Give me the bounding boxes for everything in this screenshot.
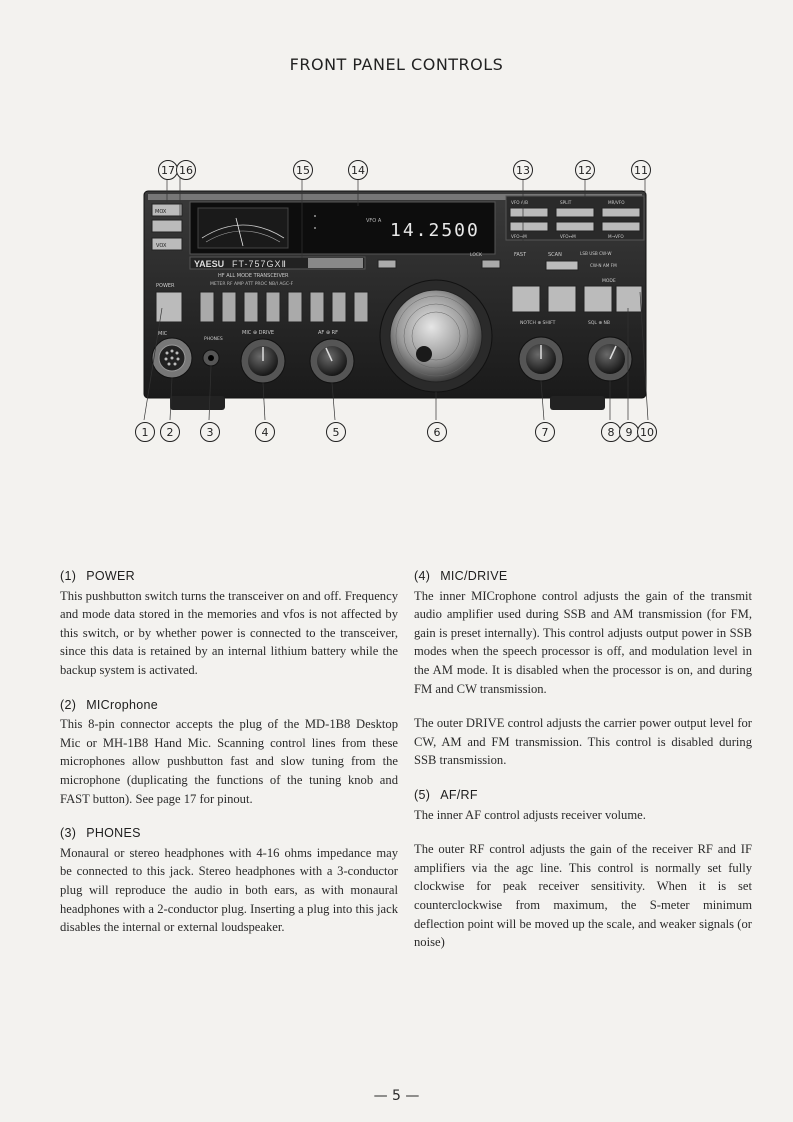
paragraph: The outer RF control adjusts the gain of the receiver RF and IF amplifiers via the agc line. This control is normally set fully clockwise for peak receiver sensitivity. When it is set counterclockwise from maximum, the S-meter minimum deflection point will be moved up the scale, and weaker signals (or noise): [414, 842, 752, 950]
front-panel-figure: [140, 158, 654, 450]
section-number: (3): [60, 826, 77, 841]
paragraph: This 8-pin connector accepts the plug of the MD-1B8 Desktop Mic or MH-1B8 Hand Mic. Scanning control lines from these microphones allow pushbutton fast and slow tuning from the microphone (duplicating the functions of the tuning knob and FAST button). See page 17 for pinout.: [60, 717, 398, 806]
section-title: AF/RF: [440, 787, 478, 802]
paragraph: This pushbutton switch turns the transceiver on and off. Frequency and mode data stored in the memories and vfos is not affected by this switch, or by whether power is connected to the transceiver, since this data is retained by an internal lithium battery while the backup system is activated.: [60, 588, 398, 677]
frequency-display: 14.2500: [390, 220, 480, 241]
mic-drive-label: MIC ⊕ DRIVE: [242, 330, 275, 336]
callout-15: 15: [293, 160, 313, 180]
section-af-rf: [414, 786, 752, 952]
subtitle-label: HF ALL MODE TRANSCEIVER: [218, 273, 289, 279]
section-number: (4): [414, 569, 431, 583]
section-number: (2): [60, 697, 77, 712]
section-title: POWER: [86, 569, 135, 583]
model-label: FT-757GXⅡ: [232, 259, 287, 269]
vfo-m-label: VFO→M: [511, 234, 527, 239]
callout-5: 5: [326, 422, 346, 442]
page-title: FRONT PANEL CONTROLS: [289, 55, 504, 74]
lock-label: LOCK: [470, 253, 482, 258]
mode-row1-label: LSB USB CW-W: [580, 251, 612, 256]
callout-2: 2: [160, 422, 180, 442]
callout-11: 11: [631, 160, 651, 180]
callout-1: 1: [135, 422, 155, 442]
scan-label: SCAN: [548, 252, 562, 258]
paragraph: The inner AF control adjusts receiver volume.: [414, 807, 646, 822]
section-title: MICrophone: [86, 697, 158, 712]
callout-8: 8: [601, 422, 621, 442]
af-rf-label: AF ⊕ RF: [318, 330, 339, 336]
vox-label: VOX: [156, 243, 167, 249]
callout-6: 6: [427, 422, 447, 442]
section-heading: [60, 567, 398, 586]
mic-label: MIC: [158, 331, 168, 337]
callout-17: 17: [158, 160, 178, 180]
callout-9: 9: [619, 422, 639, 442]
svg-text:VFO A: VFO A: [366, 218, 382, 224]
right-column: [414, 567, 752, 968]
paragraph: The inner MICrophone control adjusts the gain of the transmit audio amplifier used during SSB and AM transmission (for FM, gain is preset internally). This control adjusts output power in SSB modes when the speech processor is off, and modulation level in the AM mode. It is disabled when the processor is on, and during FM and CW transmission.: [414, 588, 752, 696]
callout-3: 3: [200, 422, 220, 442]
section-microphone: [60, 696, 398, 809]
vfo-ab-label: VFO A/B: [511, 200, 529, 205]
mox-label: MOX: [155, 209, 167, 215]
section-title: PHONES: [86, 826, 141, 841]
brand-label: YAESU: [194, 259, 225, 269]
callout-10: 10: [637, 422, 657, 442]
paragraph: Monaural or stereo headphones with 4-16 ohms impedance may be connected to this jack. Stereo headphones with a 3-conductor plug will reproduce the audio in both ears, as with monaural headphones with a 2-conductor plug. Inserting a plug into this jack disables the internal or external loudspeaker.: [60, 845, 398, 935]
phones-label: PHONES: [204, 337, 223, 342]
section-title: MIC/DRIVE: [440, 569, 508, 583]
page-number: — 5 —: [373, 1088, 420, 1104]
paragraph: The outer DRIVE control adjusts the carrier power output level for CW, AM and FM transmission. This control is disabled during SSB transmission.: [414, 716, 752, 768]
callout-14: 14: [348, 160, 368, 180]
section-number: (1): [60, 569, 77, 583]
notch-shift-label: NOTCH ⊕ SHIFT: [520, 321, 556, 326]
m-vfo-label: M→VFO: [608, 234, 624, 239]
callout-4: 4: [255, 422, 275, 442]
power-label: POWER: [156, 283, 175, 289]
transceiver-illustration: [140, 158, 650, 450]
vfo-m2-label: VFO↔M: [560, 234, 576, 239]
split-label: SPLIT: [560, 200, 572, 205]
section-heading: [414, 567, 752, 586]
sql-nb-label: SQL ⊕ NB: [588, 321, 610, 326]
mode-label: MODE: [602, 279, 616, 284]
section-heading: [60, 824, 398, 843]
section-heading: [414, 786, 752, 805]
section-phones: [60, 824, 398, 937]
meter-row-label: METER RF AMP ATT PROC NB/I AGC-F: [210, 282, 294, 287]
fast-label: FAST: [514, 252, 527, 258]
callout-12: 12: [575, 160, 595, 180]
callout-16: 16: [176, 160, 196, 180]
mr-vfo-label: MR/VFO: [608, 200, 625, 205]
callout-7: 7: [535, 422, 555, 442]
section-power: [60, 567, 398, 680]
callout-13: 13: [513, 160, 533, 180]
section-number: (5): [414, 787, 431, 802]
section-heading: [60, 696, 398, 715]
left-column: [60, 567, 398, 953]
mode-row2-label: CW-N AM FM: [590, 263, 617, 268]
section-mic-drive: [414, 567, 752, 770]
